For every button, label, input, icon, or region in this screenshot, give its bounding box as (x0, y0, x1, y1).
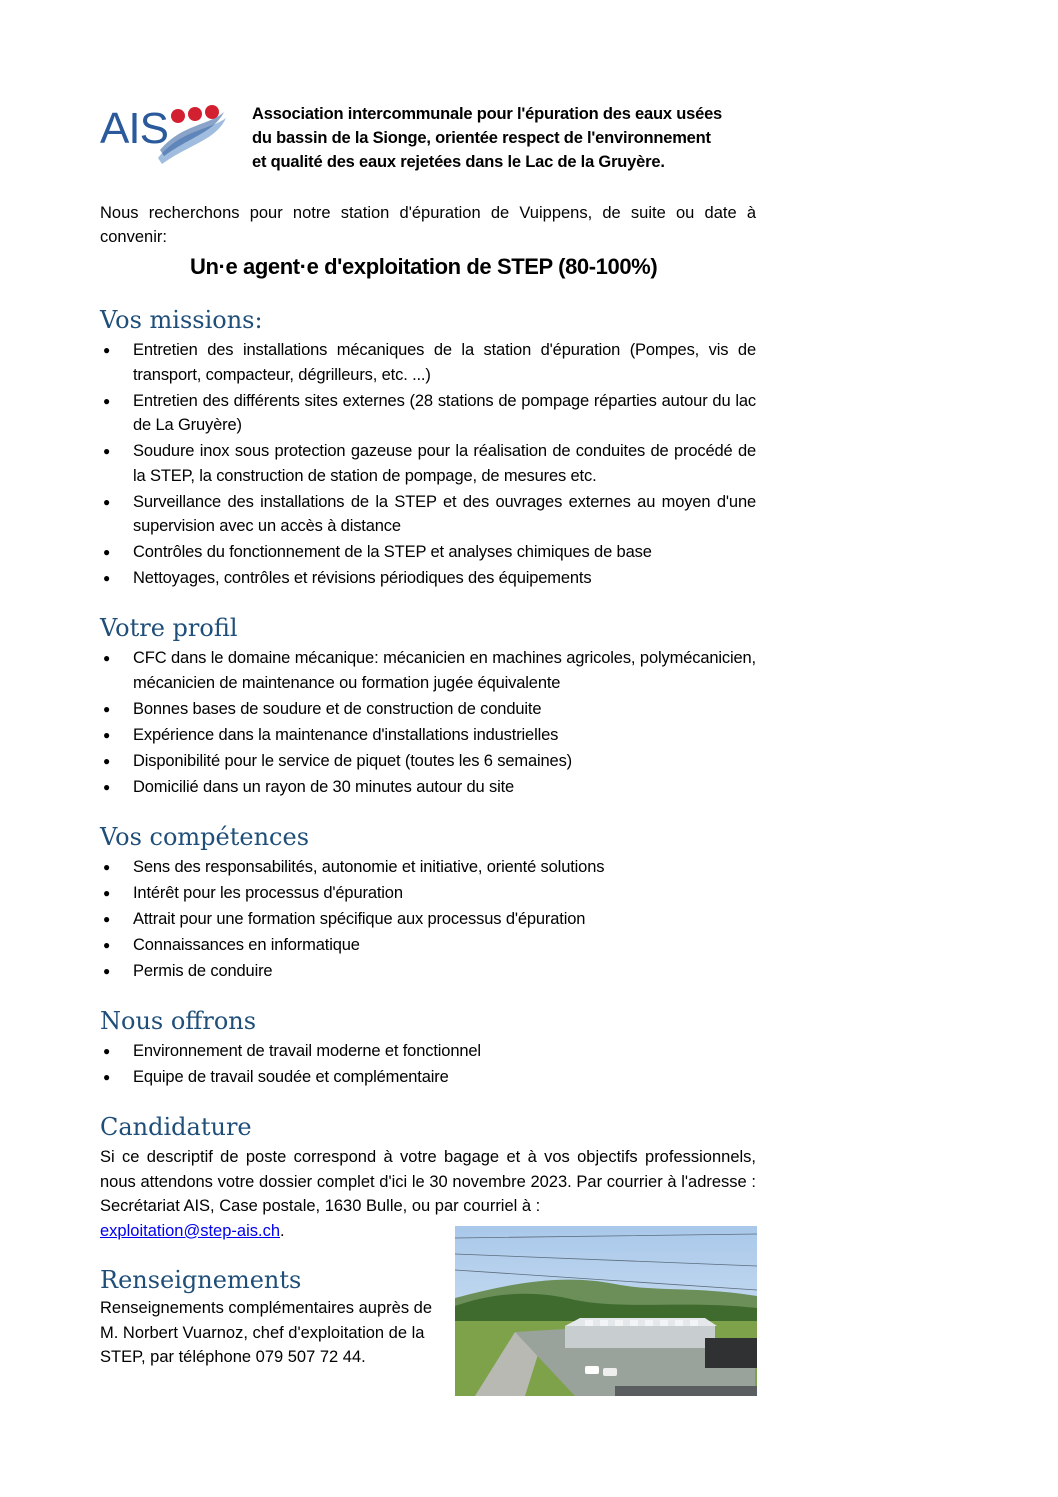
list-item (100, 775, 756, 800)
bullet-icon: ● (103, 494, 111, 509)
list-item (100, 566, 756, 591)
association-description (252, 102, 756, 174)
section-title-offrons: Nous offrons (100, 1007, 257, 1035)
list-item (100, 338, 756, 387)
list-item (100, 697, 756, 722)
section-title-renseignements: Renseignements (100, 1266, 302, 1294)
bullet-icon: ● (103, 938, 111, 952)
list-item (100, 439, 756, 488)
bullet-icon: ● (103, 1070, 111, 1084)
list-item (100, 723, 756, 748)
bullet-icon: ● (103, 571, 111, 585)
list-item-text: CFC dans le domaine mécanique: mécanicien en machines agricoles, polymécanicien, mécanicien de maintenance ou formation jugée équivalente (133, 649, 756, 692)
bullet-icon: ● (103, 860, 111, 874)
header-line-1: Association intercommunale pour l'épuration des eaux usées (252, 105, 723, 123)
list-item (100, 490, 756, 539)
header (100, 100, 756, 170)
list-item-text: Contrôles du fonctionnement de la STEP et analyses chimiques de base (133, 543, 652, 561)
bullet-icon: ● (103, 651, 111, 665)
list-item-text: Environnement de travail moderne et fonctionnel (133, 1042, 481, 1060)
list-item-text: Equipe de travail soudée et complémentaire (133, 1068, 449, 1086)
bullet-icon: ● (103, 545, 111, 559)
list-item-text: Soudure inox sous protection gazeuse pour la réalisation de conduites de procédé de la STEP, la construction de station de pompage, de mesures etc. (133, 442, 756, 485)
header-line-3: et qualité des eaux rejetées dans le Lac de la Gruyère. (252, 153, 665, 171)
bullet-icon: ● (103, 964, 111, 978)
bullet-icon: ● (103, 912, 111, 926)
section-title-profil: Votre profil (100, 614, 238, 642)
list-item-text: Nettoyages, contrôles et révisions périodiques des équipements (133, 569, 592, 587)
bullet-icon: ● (103, 343, 111, 357)
competences-list (100, 855, 756, 985)
bullet-icon: ● (103, 444, 111, 458)
ais-logo (100, 100, 230, 170)
profil-list (100, 646, 756, 801)
job-title: Un·e agent·e d'exploitation de STEP (80-100%) (190, 254, 658, 279)
list-item (100, 646, 756, 695)
bullet-icon: ● (103, 701, 111, 716)
list-item-text: Sens des responsabilités, autonomie et initiative, orienté solutions (133, 858, 605, 876)
list-item (100, 933, 756, 958)
section-title-missions: Vos missions: (100, 306, 263, 334)
email-link[interactable]: exploitation@step-ais.ch (100, 1221, 281, 1240)
list-item (100, 959, 756, 984)
list-item-text: Surveillance des installations de la STEP et des ouvrages externes au moyen d'une supervision avec un accès à distance (133, 492, 756, 535)
list-item-text: Disponibilité pour le service de piquet (toutes les 6 semaines) (133, 751, 573, 770)
bullet-icon: ● (103, 779, 111, 794)
list-item-text: Bonnes bases de soudure et de construction de conduite (133, 699, 542, 718)
list-item-text: Permis de conduire (133, 962, 273, 980)
list-item (100, 855, 756, 880)
logo-text: AIS (100, 104, 168, 153)
list-item-text: Domicilié dans un rayon de 30 minutes autour du site (133, 777, 515, 796)
intro-paragraph: Nous recherchons pour notre station d'épuration de Vuippens, de suite ou date à convenir: (100, 204, 756, 246)
header-line-2: du bassin de la Sionge, orientée respect de l'environnement (252, 129, 711, 147)
list-item (100, 749, 756, 774)
bullet-icon: ● (103, 1044, 111, 1058)
candidature-text: Si ce descriptif de poste correspond à votre bagage et à vos objectifs professionnels, nous attendons votre dossier complet d'ici le 30 novembre 2023. Par courrier à l'adresse : Secrétariat AIS, Case postale, 1630 Bulle, ou par courriel à : (100, 1148, 756, 1215)
missions-list (100, 338, 756, 592)
list-item (100, 389, 756, 438)
list-item-text: Attrait pour une formation spécifique aux processus d'épuration (133, 910, 586, 928)
list-item-text: Intérêt pour les processus d'épuration (133, 884, 403, 902)
section-title-competences: Vos compétences (100, 823, 310, 851)
list-item (100, 881, 756, 906)
bullet-icon: ● (103, 886, 111, 900)
list-item (100, 907, 756, 932)
list-item-text: Connaissances en informatique (133, 936, 360, 954)
renseignements-paragraph: Renseignements complémentaires auprès de M. Norbert Vuarnoz, chef d'exploitation de la STEP, par téléphone 079 507 72 44. (100, 1299, 433, 1366)
bullet-icon: ● (103, 393, 111, 408)
email-suffix: . (280, 1221, 285, 1240)
bullet-icon: ● (103, 727, 111, 742)
bullet-icon: ● (103, 753, 111, 768)
list-item (100, 1065, 756, 1090)
station-photo-image (455, 1226, 757, 1396)
list-item-text: Entretien des différents sites externes (28 stations de pompage réparties autour du lac de La Gruyère) (133, 391, 756, 434)
list-item (100, 1039, 756, 1064)
section-title-candidature: Candidature (100, 1113, 252, 1141)
offrons-list (100, 1039, 756, 1091)
list-item (100, 540, 756, 565)
station-photo (455, 1226, 757, 1396)
list-item-text: Entretien des installations mécaniques de la station d'épuration (Pompes, vis de transport, compacteur, dégrilleurs, etc. ...) (133, 341, 756, 384)
list-item-text: Expérience dans la maintenance d'installations industrielles (133, 725, 559, 744)
